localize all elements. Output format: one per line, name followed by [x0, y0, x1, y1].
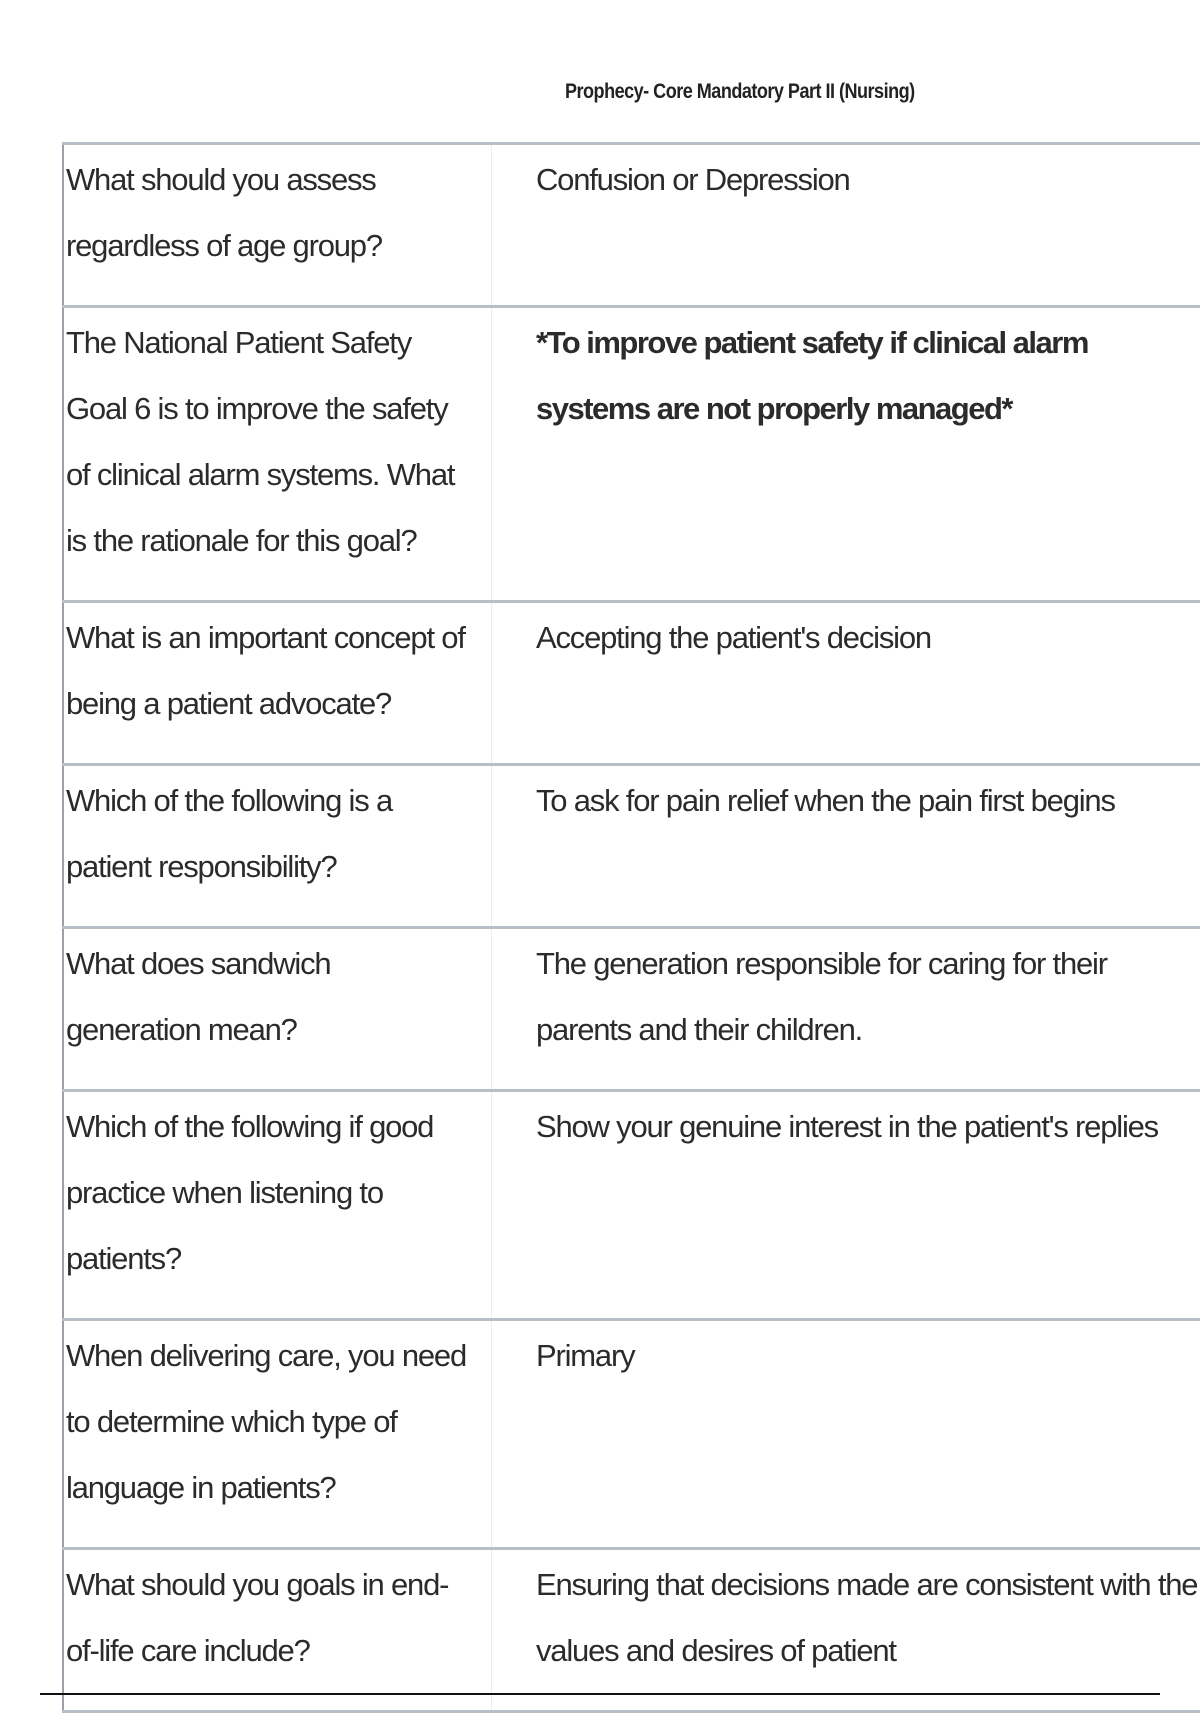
table-row: [63, 307, 1200, 602]
answer-text: Ensuring that decisions made are consistent with the values and desires of patient: [536, 1550, 1200, 1710]
answer-text: Show your genuine interest in the patient's replies: [536, 1092, 1200, 1186]
page-title: Prophecy- Core Mandatory Part II (Nursing): [79, 80, 1111, 104]
answer-cell: [492, 765, 1200, 928]
question-cell: [63, 1320, 492, 1549]
question-cell: [63, 144, 492, 307]
answer-cell: [492, 928, 1200, 1091]
answer-cell: [492, 1320, 1200, 1549]
question-text: The National Patient Safety Goal 6 is to improve the safety of clinical alarm systems. What is the rationale for this goal?: [66, 308, 471, 600]
question-cell: [63, 307, 492, 602]
question-cell: [63, 1091, 492, 1320]
table-row: [63, 144, 1200, 307]
answer-text: *To improve patient safety if clinical alarm systems are not properly managed*: [536, 308, 1200, 468]
question-cell: [63, 928, 492, 1091]
table-row: [63, 602, 1200, 765]
answer-cell: [492, 1091, 1200, 1320]
question-text: What does sandwich generation mean?: [66, 929, 471, 1089]
question-cell: [63, 765, 492, 928]
table-row: [63, 765, 1200, 928]
answer-text: Accepting the patient's decision: [536, 603, 1200, 697]
answer-cell: [492, 1549, 1200, 1712]
answer-text: To ask for pain relief when the pain first begins: [536, 766, 1200, 860]
question-text: What should you goals in end-of-life care include?: [66, 1550, 471, 1710]
answer-cell: [492, 602, 1200, 765]
question-cell: [63, 602, 492, 765]
question-text: Which of the following if good practice when listening to patients?: [66, 1092, 471, 1318]
table-row: [63, 1549, 1200, 1712]
question-text: Which of the following is a patient responsibility?: [66, 766, 471, 926]
table-row: [63, 1091, 1200, 1320]
answer-cell: [492, 144, 1200, 307]
question-text: What should you assess regardless of age group?: [66, 145, 471, 305]
question-text: What is an important concept of being a patient advocate?: [66, 603, 471, 763]
answer-text: The generation responsible for caring for their parents and their children.: [536, 929, 1200, 1089]
footer-divider: [40, 1693, 1160, 1695]
answer-cell: [492, 307, 1200, 602]
table-row: [63, 1320, 1200, 1549]
table-row: [63, 928, 1200, 1091]
qa-table: [62, 142, 1200, 1713]
answer-text: Confusion or Depression: [536, 145, 1200, 239]
answer-text: Primary: [536, 1321, 1200, 1415]
question-text: When delivering care, you need to determine which type of language in patients?: [66, 1321, 471, 1547]
question-cell: [63, 1549, 492, 1712]
